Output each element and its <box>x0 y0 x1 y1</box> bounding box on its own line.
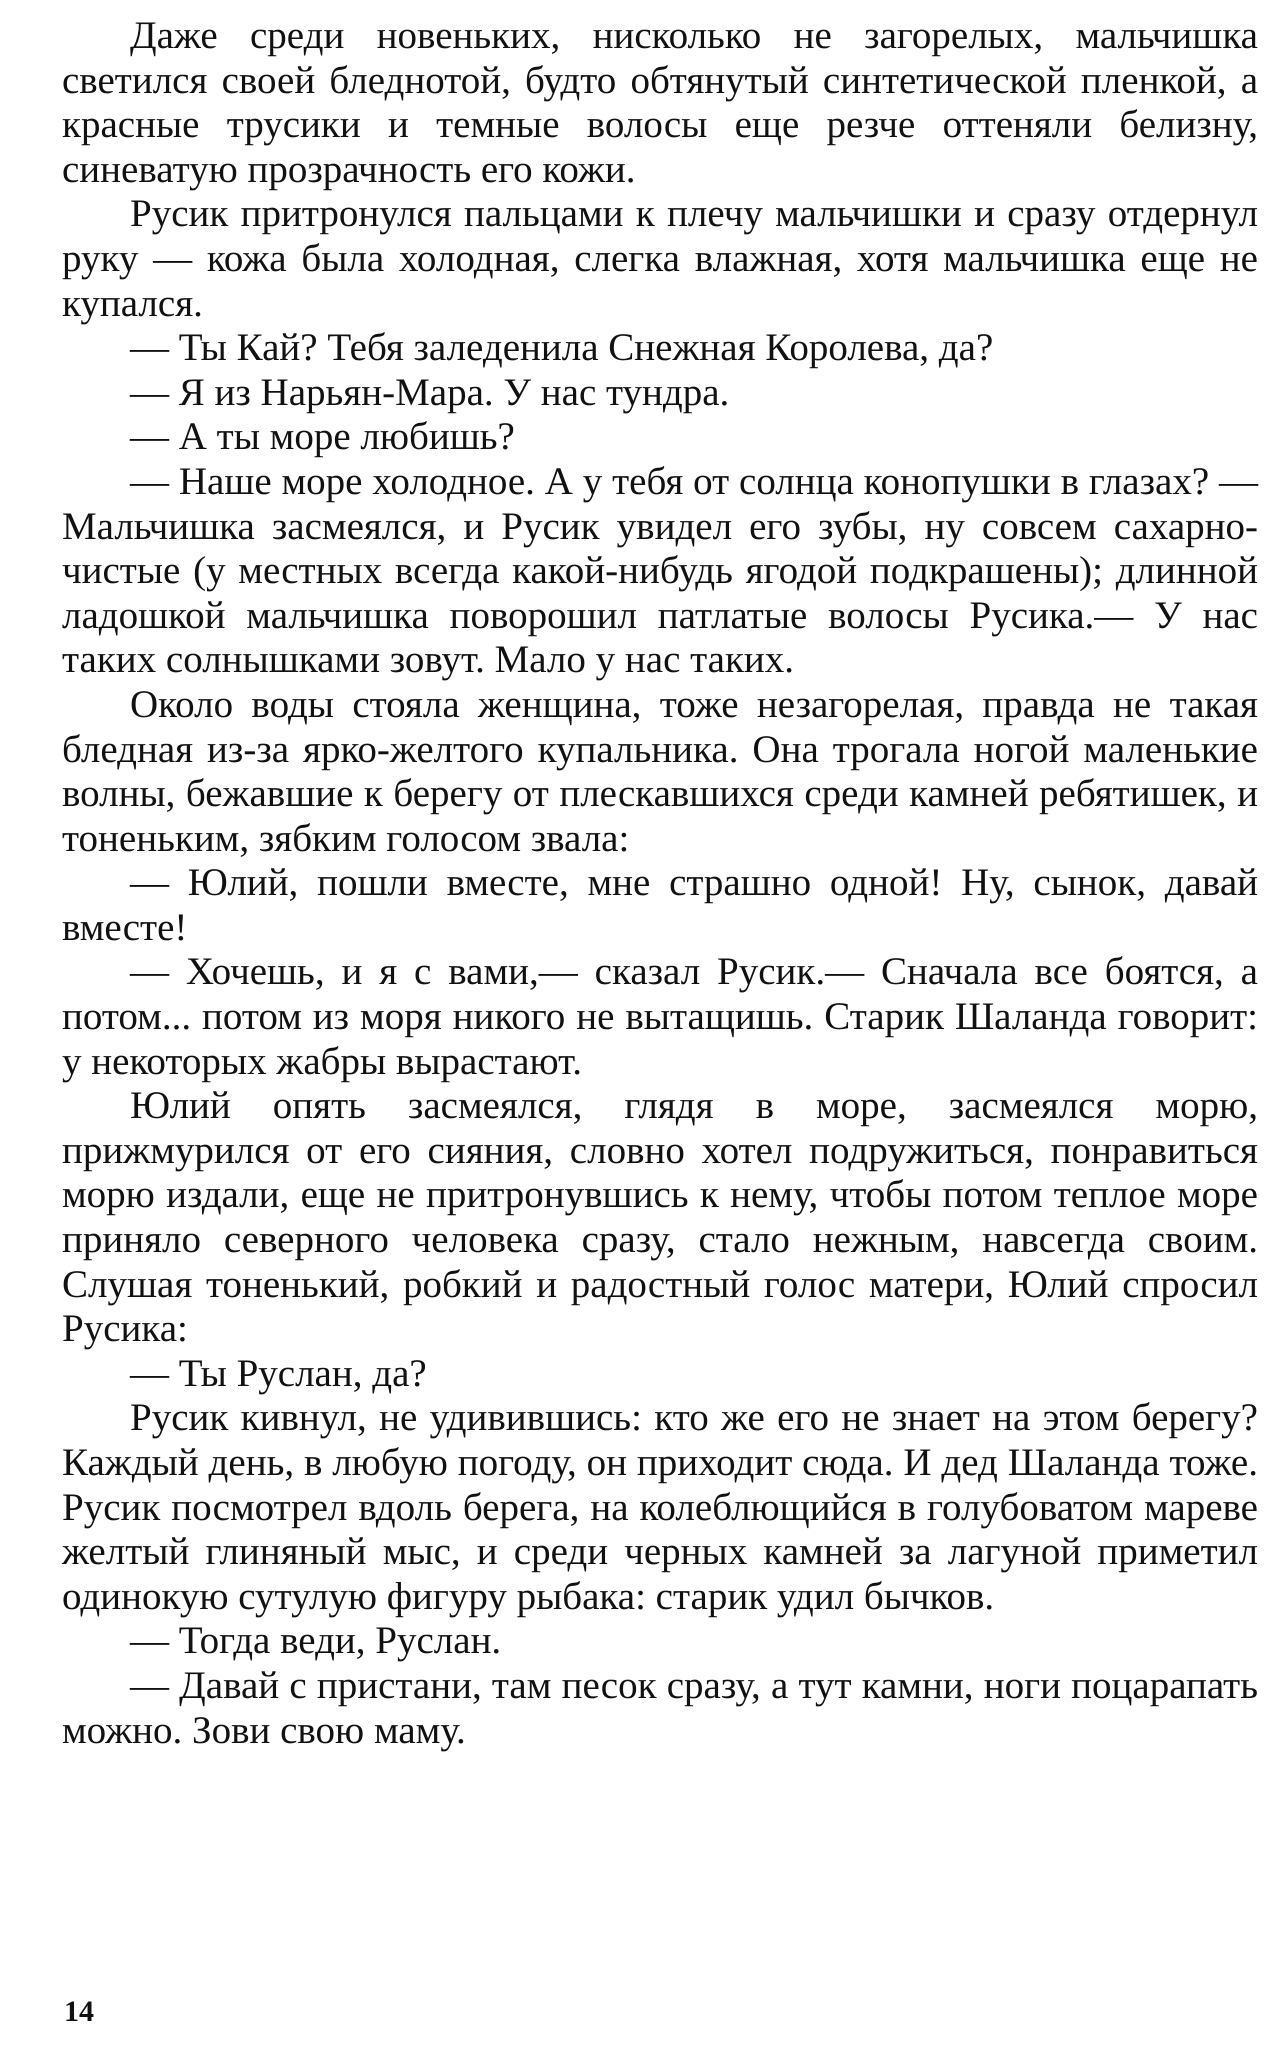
paragraph-4: Юлий опять засмеялся, глядя в море, засмеялся морю, прижмурился от его сияния, словно хотел подружиться, понравиться морю издали, еще не притронувшись к нему, чтобы потом теплое море приняло северного человека сразу, стало нежным, навсегда своим. Слушая тоненький, робкий и радостный голос матери, Юлий спросил Русика: <box>62 1084 1258 1351</box>
dialogue-line-9: — Давай с пристани, там песок сразу, а тут камни, ноги поцарапать можно. Зови свою маму. <box>62 1663 1258 1752</box>
paragraph-1: Даже среди новеньких, нисколько не загорелых, мальчишка светился своей бледнотой, будто обтянутый синтетической пленкой, а красные трусики и темные волосы еще резче оттеняли белизну, синеватую прозрачность его кожи. <box>62 14 1258 191</box>
dialogue-line-5: — Юлий, пошли вместе, мне страшно одной! Ну, сынок, давай вместе! <box>62 861 1258 949</box>
book-page-text <box>62 14 1258 1753</box>
dialogue-line-2: — Я из Нарьян-Мара. У нас тундра. <box>130 370 730 414</box>
paragraph-5: Русик кивнул, не удивившись: кто же его не знает на этом берегу? Каждый день, в любую погоду, он приходит сюда. И дед Шаланда тоже. Русик посмотрел вдоль берега, на колеблющийся в голубоватом мареве желтый глиняный мыс, и среди черных камней за лагуной приметил одинокую сутулую фигуру рыбака: старик удил бычков. <box>62 1396 1258 1618</box>
dialogue-line-1: — Ты Кай? Тебя заледенила Снежная Королева, да? <box>130 326 994 370</box>
dialogue-line-3: — А ты море любишь? <box>130 415 515 459</box>
dialogue-line-4: — Наше море холодное. А у тебя от солнца конопушки в глазах? — Мальчишка засмеялся, и Русик увидел его зубы, ну совсем сахарно-чистые (у местных всегда какой-нибудь ягодой подкрашены); длинной ладошкой мальчишка поворошил патлатые волосы Русика.— У нас таких солнышками зовут. Мало у нас таких. <box>62 459 1258 682</box>
paragraph-3: Около воды стояла женщина, тоже незагорелая, правда не такая бледная из-за ярко-желтого купальника. Она трогала ногой маленькие волны, бежавшие к берегу от плескавшихся среди камней ребятишек, и тоненьким, зябким голосом звала: <box>62 682 1258 860</box>
page-number: 14 <box>64 1995 94 2028</box>
dialogue-line-6: — Хочешь, и я с вами,— сказал Русик.— Сначала все боятся, а потом... потом из моря никого не вытащишь. Старик Шаланда говорит: у некоторых жабры вырастают. <box>62 950 1258 1083</box>
dialogue-line-8: — Тогда веди, Руслан. <box>130 1619 502 1663</box>
dialogue-line-7: — Ты Руслан, да? <box>130 1351 427 1395</box>
paragraph-2: Русик притронулся пальцами к плечу мальчишки и сразу отдернул руку — кожа была холодная, слегка влажная, хотя мальчишка еще не купался. <box>62 192 1258 325</box>
